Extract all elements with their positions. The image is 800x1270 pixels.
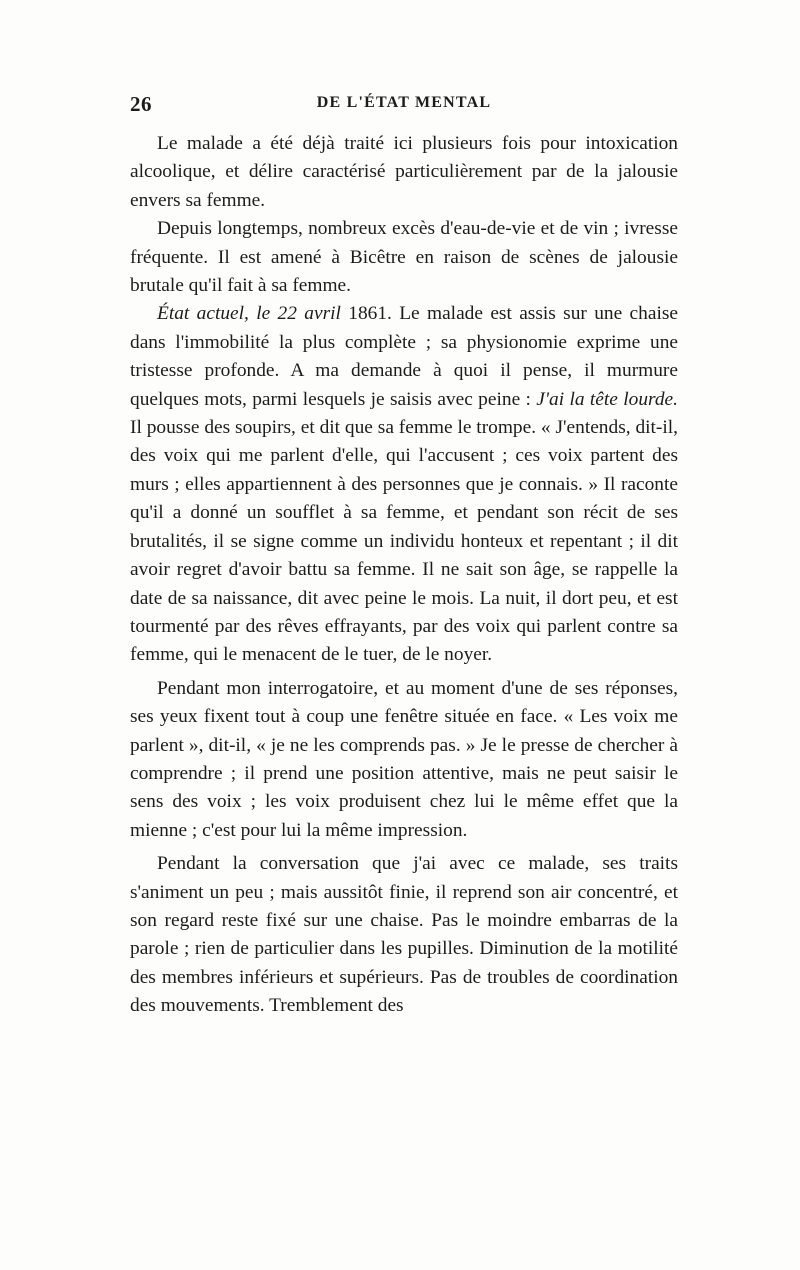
paragraph-conversation: Pendant la conversation que j'ai avec ce malade, ses traits s'animent un peu ; mais aussitôt finie, il reprend son air concentré, et son regard reste fixé sur une chaise. Pas le moindre embarras de la parole ; rien de particulier dans les pupilles. Diminution de la motilité des membres inférieurs et supérieurs. Pas de troubles de coordination des mouvements. Tremblement des (130, 853, 678, 1017)
page-number: 26 (130, 92, 152, 116)
paragraph-history: Le malade a été déjà traité ici plusieurs fois pour intoxication alcoolique, et délire caractérisé particulièrement par de la jalousie envers sa femme. (130, 133, 678, 211)
current-state-tail: Il pousse des soupirs, et dit que sa femme le trompe. « J'entends, dit-il, des voix qui me parlent d'elle, qui l'accusent ; ces voix partent des murs ; elles appartiennent à des personnes que je connais. » Il raconte qu'il a donné un soufflet à sa femme, et pendant son récit de ses brutalités, il se signe comme un individu honteux et repentant ; il dit avoir regret d'avoir battu sa femme. Il ne sait son âge, se rappelle la date de sa naissance, dit avec peine le mois. La nuit, il dort peu, et est tourmenté par des rêves effrayants, par des voix qui parlent contre sa femme, qui le menacent de le tuer, de le noyer. (130, 417, 678, 666)
body-text (130, 130, 678, 1021)
running-title: DE L'ÉTAT MENTAL (316, 94, 492, 111)
paragraph-interrogation: Pendant mon interrogatoire, et au moment d'une de ses réponses, ses yeux fixent tout à coup une fenêtre située en face. « Les voix me parlent », dit-il, « je ne les comprends pas. » Je le presse de chercher à comprendre ; il prend une position attentive, mais ne peut saisir le sens des voix ; les voix produisent chez lui le même effet que la mienne ; c'est pour lui la même impression. (130, 677, 678, 841)
date-lead-rest: 1861. Le malade est assis sur une chaise dans l'immobilité la plus complète ; sa physionomie exprime une tristesse profonde. A ma demande à quoi il pense, il murmure quelques mots, parmi lesquels je saisis avec peine : (130, 303, 678, 410)
page-header (130, 92, 678, 120)
date-lead-italic: État actuel, le 22 avril (157, 303, 341, 325)
paragraph-current-state (130, 300, 678, 669)
paragraph-antecedents: Depuis longtemps, nombreux excès d'eau-de-vie et de vin ; ivresse fréquente. Il est amené à Bicêtre en raison de scènes de jalousie brutale qu'il fait à sa femme. (130, 218, 678, 297)
patient-quote-italic: J'ai la tête lourde. (536, 388, 678, 410)
